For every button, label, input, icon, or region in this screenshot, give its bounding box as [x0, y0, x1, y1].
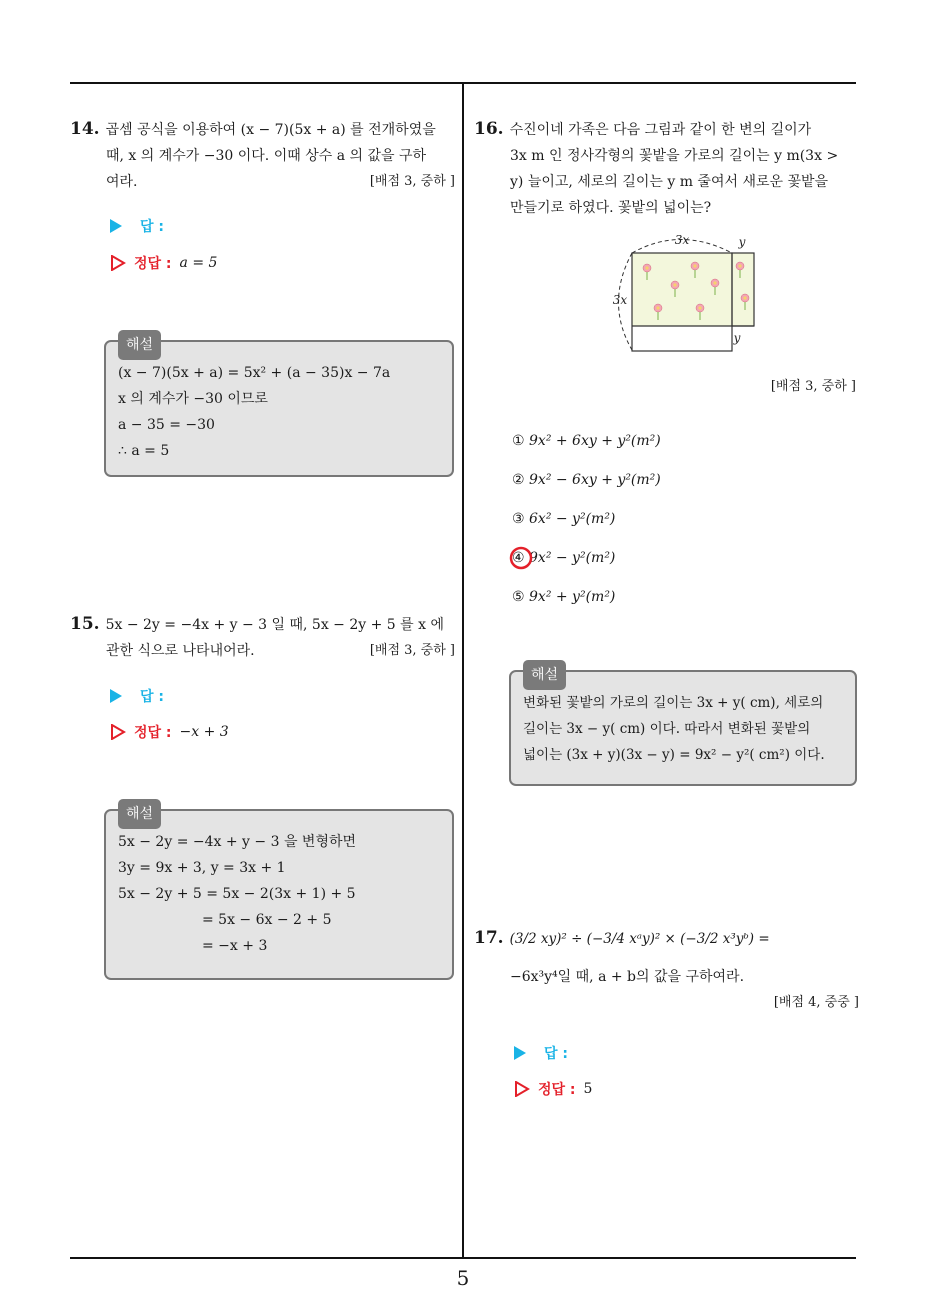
explanation-line: 5x − 2y = −4x + y − 3 을 변형하면	[118, 834, 357, 850]
explanation-line: 길이는 3x − y( cm) 이다. 따라서 변화된 꽃밭의	[523, 721, 811, 737]
problem-16	[474, 116, 859, 221]
figure-right-label: y	[738, 235, 746, 249]
problem-15-grade: [배점 3, 중하 ]	[369, 643, 455, 658]
open-triangle-icon	[110, 724, 126, 740]
figure-top-label: 3x	[674, 233, 690, 247]
problem-14-answer-line	[110, 216, 164, 236]
correct-label: 정답 :	[538, 1082, 576, 1098]
explanation-tag: 해설	[118, 330, 161, 360]
choice-1[interactable]: ① 9x² + 6xy + y²(m²)	[512, 433, 661, 449]
problem-15-line1: 15. 5x − 2y = −4x + y − 3 일 때, 5x − 2y + 5 를 x 에	[70, 614, 445, 634]
problem-17	[474, 925, 859, 1016]
problem-17-correct-line	[514, 1079, 592, 1099]
problem-17-line1	[474, 925, 859, 952]
explanation-line: = 5x − 6x − 2 + 5	[202, 912, 332, 928]
problem-16-grade: [배점 3, 중하 ]	[770, 379, 856, 394]
explanation-line: ∴ a = 5	[118, 443, 170, 459]
explanation-line: = −x + 3	[202, 938, 268, 954]
problem-15-explanation	[104, 806, 454, 980]
problem-16-line1: 16. 수진이네 가족은 다음 그림과 같이 한 변의 길이가	[474, 119, 812, 139]
problem-14-explanation	[104, 337, 454, 477]
explanation-line: a − 35 = −30	[118, 417, 215, 433]
problem-17-number: 17.	[474, 928, 504, 948]
problem-14	[70, 116, 455, 195]
problem-14-correct-line	[110, 253, 217, 273]
play-icon	[514, 1046, 526, 1060]
explanation-line: 변화된 꽃밭의 가로의 길이는 3x + y( cm), 세로의	[523, 695, 824, 711]
correct-label: 정답 :	[134, 256, 172, 272]
problem-14-line3: 여라. [배점 3, 중하 ]	[70, 169, 455, 195]
problem-15-number: 15.	[70, 614, 100, 634]
problem-15-answer-line	[110, 686, 164, 706]
problem-16-explanation	[509, 667, 857, 786]
problem-14-line2: 때, x 의 계수가 −30 이다. 이때 상수 a 의 값을 구하	[106, 148, 427, 164]
problem-15-correct-line	[110, 722, 229, 742]
explanation-line: (x − 7)(5x + a) = 5x² + (a − 35)x − 7a	[118, 365, 391, 381]
bottom-rule	[70, 1257, 856, 1259]
problem-15-line2: 관한 식으로 나타내어라. [배점 3, 중하 ]	[70, 638, 455, 664]
open-triangle-icon	[110, 255, 126, 271]
correct-label: 정답 :	[134, 725, 172, 741]
choice-3[interactable]: ③ 6x² − y²(m²)	[512, 511, 616, 527]
problem-17-line2: −6x³y⁴일 때, a + b의 값을 구하여라.	[510, 969, 745, 985]
explanation-tag: 해설	[118, 799, 161, 829]
explanation-line: 5x − 2y + 5 = 5x − 2(3x + 1) + 5	[118, 886, 356, 902]
column-divider	[462, 83, 464, 1258]
page-number: 5	[456, 1266, 470, 1290]
play-icon	[110, 219, 122, 233]
explanation-line: 넓이는 (3x + y)(3x − y) = 9x² − y²( cm²) 이다.	[523, 747, 825, 763]
answer-label: 답 :	[140, 689, 164, 705]
problem-17-answer-line	[514, 1043, 568, 1063]
garden-figure	[600, 228, 770, 358]
problem-14-line1: 14. 곱셈 공식을 이용하여 (x − 7)(5x + a) 를 전개하였을	[70, 119, 436, 139]
explanation-tag: 해설	[523, 660, 566, 690]
problem-16-line2: 3x m 인 정사각형의 꽃밭을 가로의 길이는 y m(3x >	[510, 148, 839, 164]
problem-15-correct-value: −x + 3	[179, 724, 229, 740]
problem-17-correct-value: 5	[583, 1081, 593, 1097]
problem-17-expression: (3/2 xy)² ÷ (−3/4 xᵃy)² × (−3/2 x³yᵇ) =	[509, 931, 770, 947]
problem-16-line3: y) 늘이고, 세로의 길이는 y m 줄여서 새로운 꽃밭을	[510, 174, 829, 190]
problem-14-correct-value: a = 5	[179, 255, 218, 271]
explanation-line: x 의 계수가 −30 이므로	[118, 391, 268, 407]
answer-label: 답 :	[140, 219, 164, 235]
problem-14-grade: [배점 3, 중하 ]	[369, 174, 455, 189]
figure-left-label: 3x	[612, 293, 628, 307]
selected-circle-icon	[508, 545, 534, 571]
choice-4[interactable]: ④ 9x² − y²(m²)	[512, 550, 615, 566]
play-icon	[110, 689, 122, 703]
open-triangle-icon	[514, 1081, 530, 1097]
problem-15	[70, 611, 455, 664]
problem-16-line4: 만들기로 하였다. 꽃밭의 넓이는?	[510, 200, 712, 216]
problem-16-number: 16.	[474, 119, 504, 139]
problem-14-number: 14.	[70, 119, 100, 139]
problem-17-grade-row	[474, 990, 859, 1016]
answer-label: 답 :	[544, 1046, 568, 1062]
choice-2[interactable]: ② 9x² − 6xy + y²(m²)	[512, 472, 661, 488]
choice-5[interactable]: ⑤ 9x² + y²(m²)	[512, 589, 616, 605]
problem-17-grade: [배점 4, 중중 ]	[773, 995, 859, 1010]
explanation-line: 3y = 9x + 3, y = 3x + 1	[118, 860, 286, 876]
figure-bottom-label: y	[733, 331, 741, 345]
